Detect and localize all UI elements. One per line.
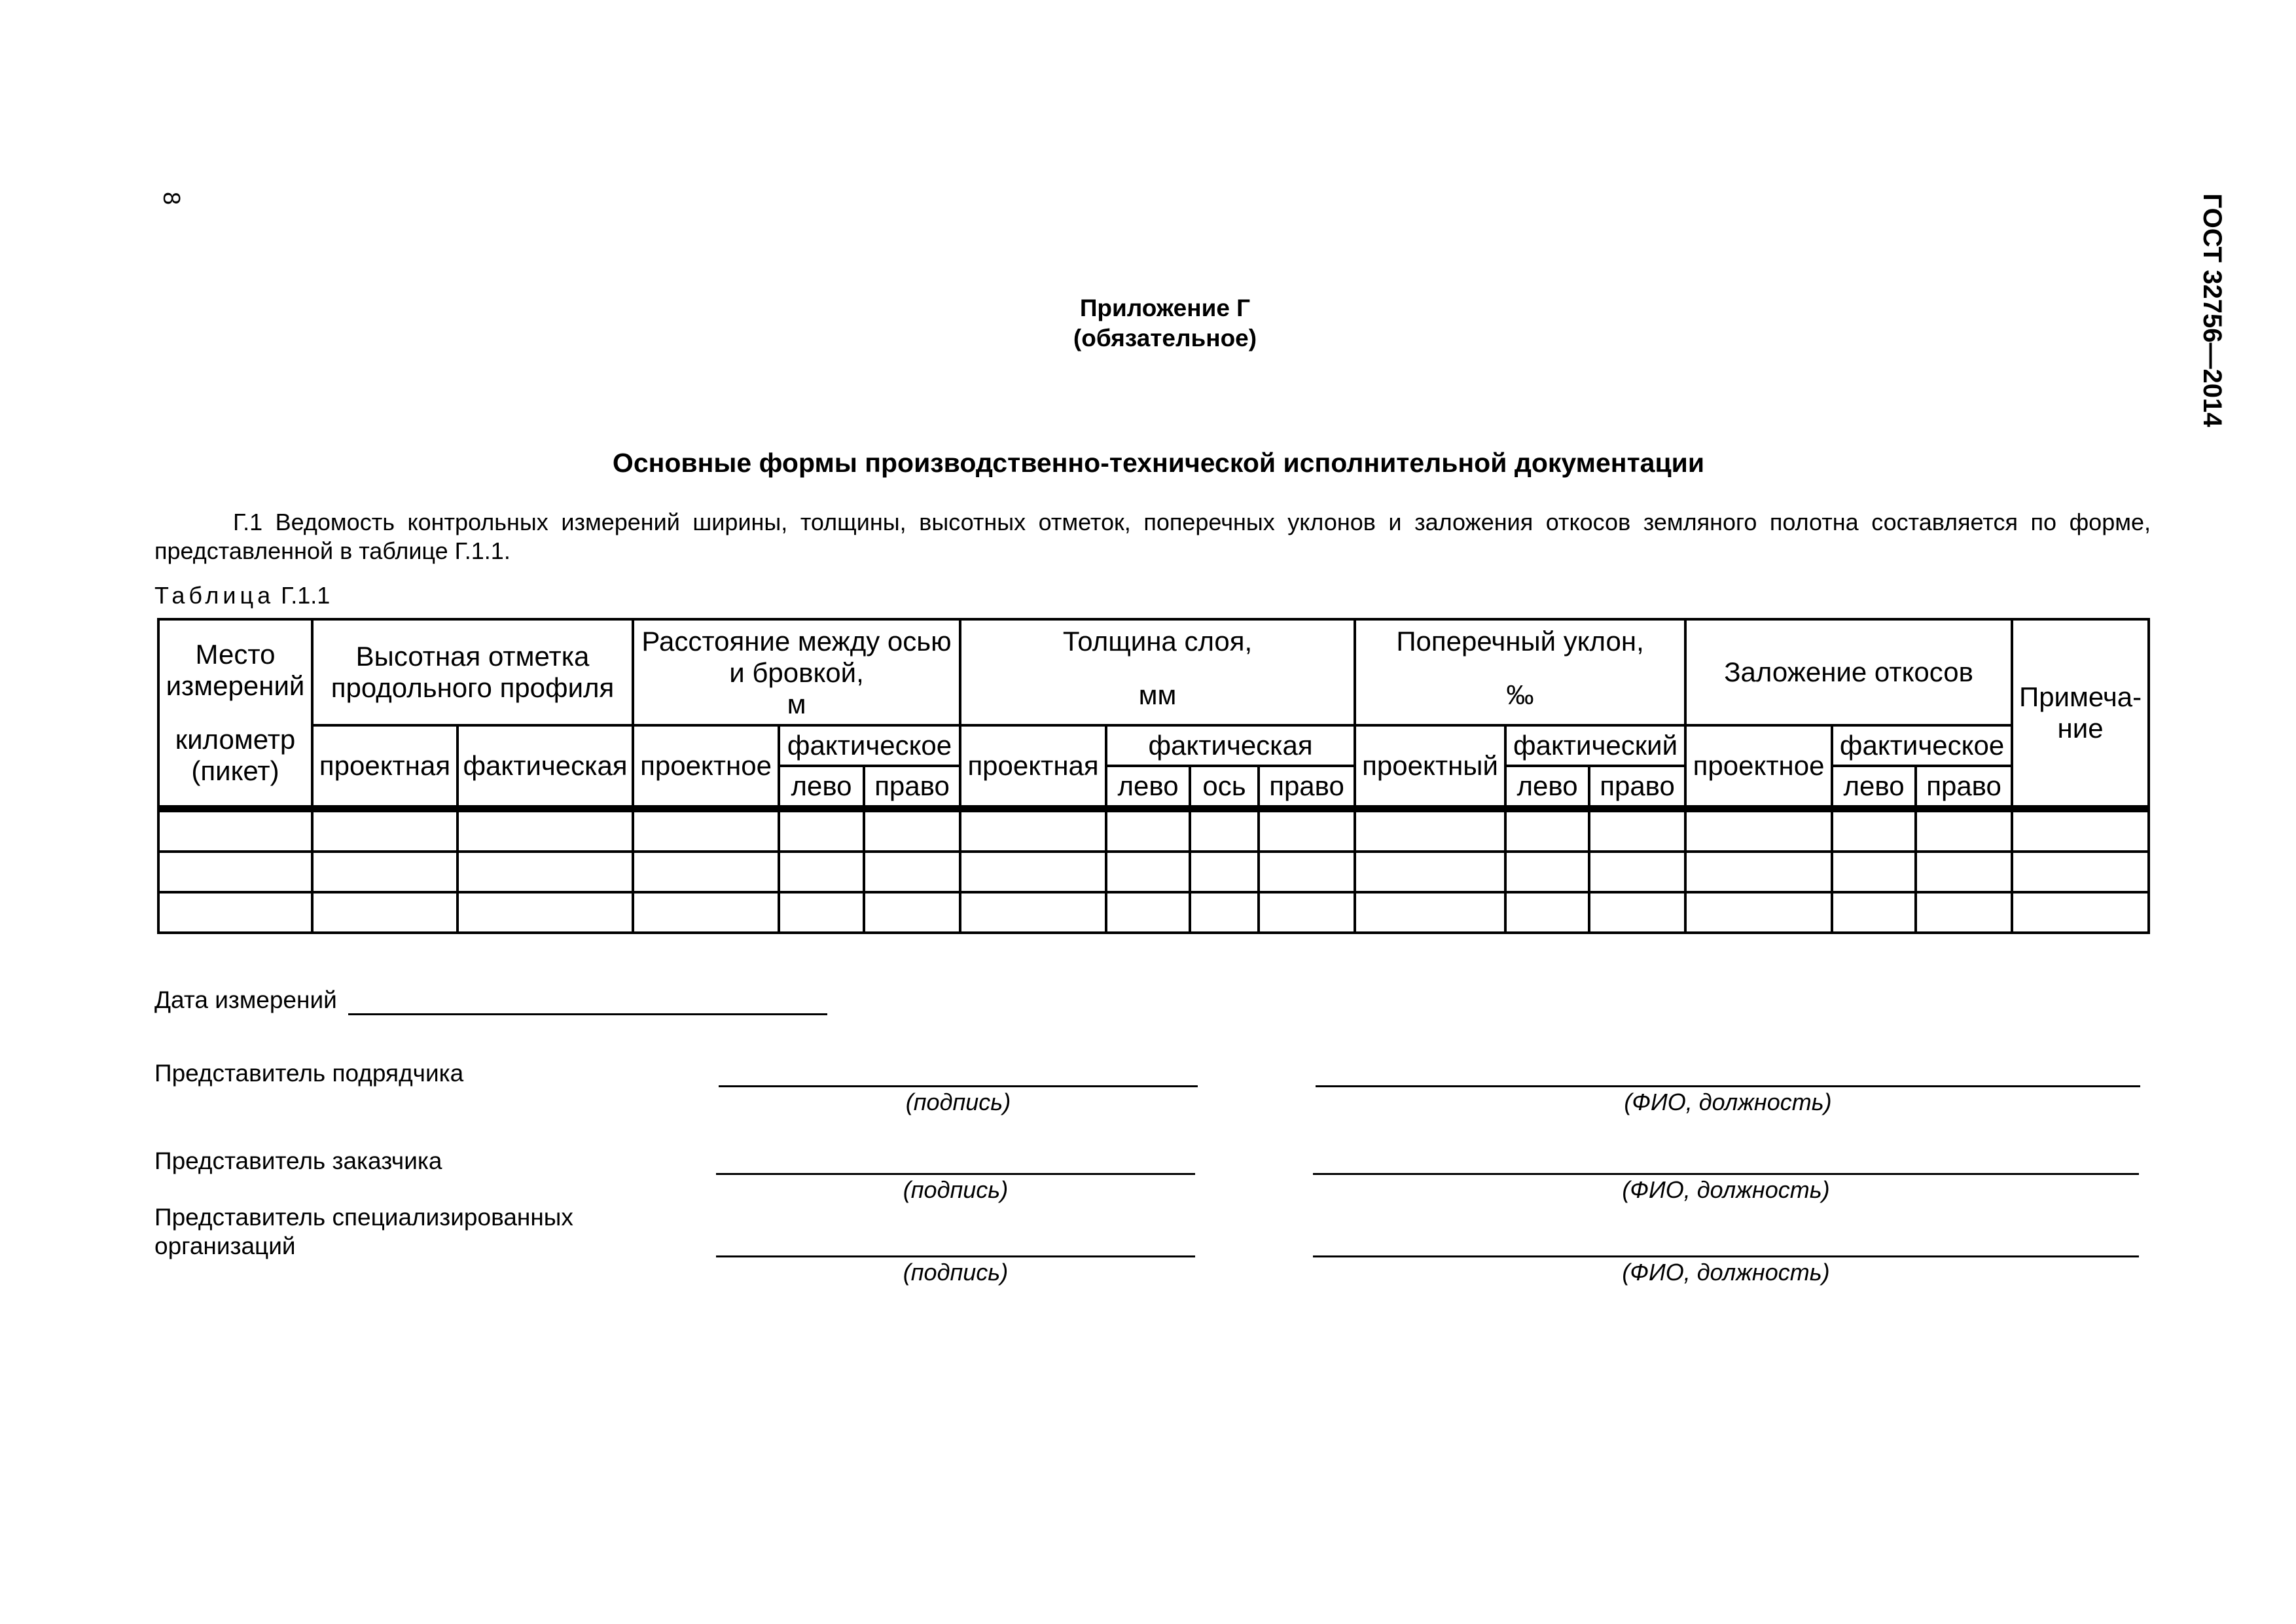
customer-label: Представитель заказчика: [154, 1147, 442, 1174]
table-cell[interactable]: [1505, 892, 1589, 933]
table-cell[interactable]: [1355, 892, 1505, 933]
table-cell[interactable]: [1355, 809, 1505, 852]
table-cell[interactable]: [1832, 809, 1916, 852]
thickness-axis: ось: [1190, 766, 1259, 809]
table-cell[interactable]: [312, 892, 457, 933]
table-cell[interactable]: [1505, 852, 1589, 892]
table-cell[interactable]: [1505, 809, 1589, 852]
embankment-design: проектное: [1685, 725, 1832, 809]
customer-name-line[interactable]: [1313, 1173, 2139, 1175]
header-slope-line1: Поперечный уклон,: [1396, 626, 1644, 657]
distance-right: право: [864, 766, 960, 809]
header-place-line4: (пикет): [191, 755, 279, 786]
header-thickness-line1: Толщина слоя,: [1062, 626, 1253, 657]
contractor-label: Представитель подрядчика: [154, 1060, 464, 1087]
table-cell[interactable]: [1832, 892, 1916, 933]
contractor-signature-line[interactable]: [719, 1085, 1198, 1087]
appendix-status: (обязательное): [1073, 325, 1257, 352]
embankment-actual: фактическое: [1832, 725, 2012, 766]
elevation-actual: фактическая: [457, 725, 633, 809]
specialized-signature-line[interactable]: [716, 1255, 1195, 1257]
customer-signature-hint: (подпись): [903, 1176, 1009, 1203]
thickness-design: проектная: [960, 725, 1106, 809]
table-cell[interactable]: [457, 852, 633, 892]
header-elevation-line1: Высотная отметка: [355, 641, 590, 672]
table-cell[interactable]: [158, 852, 312, 892]
table-cell[interactable]: [1916, 852, 2012, 892]
header-note: [2012, 619, 2149, 809]
table-cell[interactable]: [960, 892, 1106, 933]
table-cell[interactable]: [960, 852, 1106, 892]
table-row: [158, 809, 2149, 852]
table-label-number: Г.1.1: [281, 582, 331, 609]
header-place-line3: километр: [175, 724, 296, 755]
header-note-line1: Примеча-: [2019, 681, 2142, 712]
date-field-line[interactable]: [348, 1013, 827, 1015]
specialized-signature-hint: (подпись): [903, 1259, 1009, 1286]
elevation-design: проектная: [312, 725, 457, 809]
table-row: [158, 852, 2149, 892]
header-distance-unit: м: [787, 689, 806, 719]
header-distance: [633, 619, 960, 725]
header-thickness-unit: мм: [1138, 679, 1177, 710]
table-cell[interactable]: [1589, 852, 1685, 892]
table-cell[interactable]: [1916, 892, 2012, 933]
table-cell[interactable]: [1259, 892, 1355, 933]
header-place-line2: измерений: [166, 670, 305, 701]
contractor-name-hint: (ФИО, должность): [1624, 1089, 1832, 1115]
table-cell[interactable]: [457, 809, 633, 852]
table-cell[interactable]: [633, 852, 779, 892]
table-cell[interactable]: [960, 809, 1106, 852]
table-cell[interactable]: [1685, 809, 1832, 852]
intro-paragraph: Г.1 Ведомость контрольных измерений ширины, толщины, высотных отметок, поперечных уклонов и заложения откосов земляного полотна составляется по форме, представленной в таблице Г.1.1.: [154, 509, 2151, 564]
table-cell[interactable]: [1190, 852, 1259, 892]
thickness-right: право: [1259, 766, 1355, 809]
appendix-title: Приложение Г: [1079, 295, 1251, 321]
slope-right: право: [1589, 766, 1685, 809]
thickness-actual: фактическая: [1106, 725, 1355, 766]
distance-left: лево: [779, 766, 864, 809]
table-label-prefix: Таблица: [154, 582, 275, 609]
header-slope-unit: ‰: [1506, 679, 1534, 710]
table-cell[interactable]: [312, 852, 457, 892]
slope-actual: фактический: [1505, 725, 1685, 766]
table-cell[interactable]: [2012, 809, 2149, 852]
table-cell[interactable]: [864, 892, 960, 933]
embankment-right: право: [1916, 766, 2012, 809]
standard-designation: ГОСТ 32756—2014: [2198, 193, 2227, 427]
table-label: [154, 581, 330, 610]
distance-design: проектное: [633, 725, 779, 809]
table-cell[interactable]: [1190, 809, 1259, 852]
table-cell[interactable]: [779, 852, 864, 892]
header-slope: [1355, 619, 1685, 725]
table-cell[interactable]: [312, 809, 457, 852]
header-embankment: Заложение откосов: [1685, 619, 2012, 725]
customer-signature-line[interactable]: [716, 1173, 1195, 1175]
table-cell[interactable]: [2012, 852, 2149, 892]
table-cell[interactable]: [1106, 892, 1190, 933]
contractor-signature-hint: (подпись): [905, 1089, 1011, 1115]
appendix-heading: [916, 293, 1414, 353]
header-distance-line2: и бровкой,: [729, 657, 864, 688]
header-elevation: [312, 619, 633, 725]
table-cell[interactable]: [779, 809, 864, 852]
table-cell[interactable]: [2012, 892, 2149, 933]
specialized-label: [154, 1203, 573, 1261]
table-cell[interactable]: [1106, 809, 1190, 852]
table-cell[interactable]: [1685, 892, 1832, 933]
table-cell[interactable]: [1916, 809, 2012, 852]
table-cell[interactable]: [1589, 892, 1685, 933]
header-place: [158, 619, 312, 809]
table-cell[interactable]: [864, 852, 960, 892]
table-cell[interactable]: [779, 892, 864, 933]
table-cell[interactable]: [1106, 852, 1190, 892]
table-cell[interactable]: [1685, 852, 1832, 892]
table-cell[interactable]: [633, 809, 779, 852]
distance-actual: фактическое: [779, 725, 960, 766]
specialized-label-line1: Представитель специализированных: [154, 1204, 573, 1231]
specialized-name-hint: (ФИО, должность): [1622, 1259, 1830, 1286]
page-number: 8: [158, 191, 185, 206]
header-note-line2: ние: [2057, 713, 2104, 744]
measurement-table: [157, 618, 2150, 934]
table-cell[interactable]: [1832, 852, 1916, 892]
specialized-name-line[interactable]: [1313, 1255, 2139, 1257]
slope-left: лево: [1505, 766, 1589, 809]
main-title: Основные формы производственно-технической исполнительной документации: [612, 448, 1705, 478]
table-cell[interactable]: [158, 809, 312, 852]
header-distance-line1: Расстояние между осью: [641, 626, 952, 657]
slope-design: проектный: [1355, 725, 1505, 809]
table-cell[interactable]: [1259, 852, 1355, 892]
embankment-left: лево: [1832, 766, 1916, 809]
specialized-label-line2: организаций: [154, 1233, 296, 1259]
header-thickness: [960, 619, 1355, 725]
table-cell[interactable]: [1589, 809, 1685, 852]
customer-name-hint: (ФИО, должность): [1622, 1176, 1830, 1203]
table-cell[interactable]: [864, 809, 960, 852]
table-cell[interactable]: [1190, 892, 1259, 933]
header-place-line1: Место: [195, 639, 276, 670]
table-cell[interactable]: [1355, 852, 1505, 892]
table-cell[interactable]: [1259, 809, 1355, 852]
table-cell[interactable]: [457, 892, 633, 933]
header-elevation-line2: продольного профиля: [331, 672, 615, 703]
table-row: [158, 892, 2149, 933]
date-label: Дата измерений: [154, 986, 337, 1013]
table-cell[interactable]: [158, 892, 312, 933]
table-cell[interactable]: [633, 892, 779, 933]
contractor-name-line[interactable]: [1316, 1085, 2140, 1087]
thickness-left: лево: [1106, 766, 1190, 809]
